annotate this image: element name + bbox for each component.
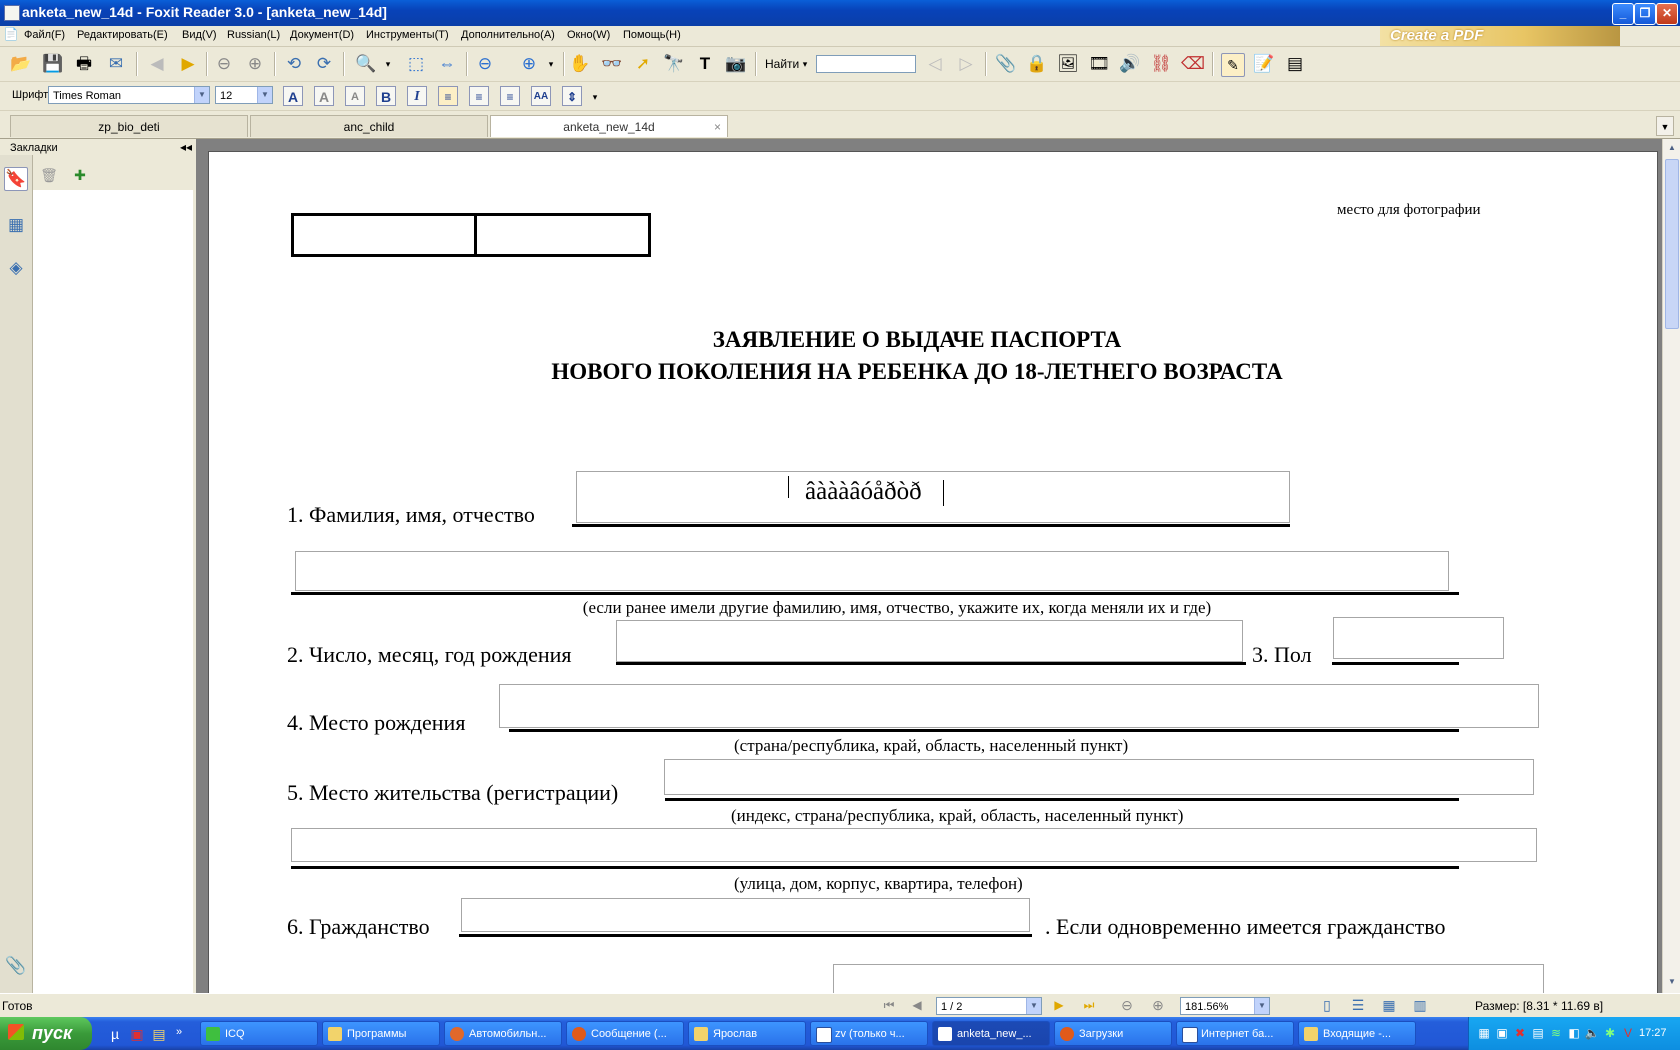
chevron-down-icon[interactable]: ▾ <box>548 59 554 69</box>
task-message[interactable]: Сообщение (... <box>566 1021 684 1046</box>
first-page-icon[interactable]: ⏮ <box>883 998 895 1012</box>
utorrent-icon[interactable]: µ <box>110 1026 120 1042</box>
mail-icon <box>1304 1027 1318 1041</box>
chrome-icon <box>450 1027 464 1041</box>
tab-anc-child[interactable]: anc_child <box>250 115 488 137</box>
window-title: anketa_new_14d - Foxit Reader 3.0 - [anketa_new_14d] <box>22 4 387 20</box>
folder-icon <box>328 1027 342 1041</box>
back-icon[interactable]: ⊖ <box>216 54 232 73</box>
rotate-right-icon[interactable]: ⟳ <box>316 54 332 73</box>
char-spacing-button[interactable]: AA <box>531 86 551 106</box>
close-button[interactable]: ✕ <box>1656 3 1678 25</box>
zoom-plus-icon[interactable]: ⊕ <box>521 54 537 73</box>
firefox-icon <box>572 1027 586 1041</box>
align-right-button[interactable]: ≡ <box>500 86 520 106</box>
find-next-icon[interactable]: ▷ <box>959 54 973 73</box>
fit-width-icon[interactable]: ⇔ <box>438 54 456 73</box>
full-name-value: âàààâóåðòð <box>805 478 922 505</box>
glasses-icon[interactable]: 👓 <box>601 54 623 73</box>
binoculars-icon[interactable]: 🔭 <box>663 54 685 73</box>
full-name-input[interactable] <box>576 471 1290 523</box>
separator <box>343 52 345 76</box>
field5b-hint: (улица, дом, корпус, квартира, телефон) <box>734 874 1023 893</box>
task-inbox[interactable]: Входящие -... <box>1298 1021 1416 1046</box>
scroll-down-icon[interactable]: ▼ <box>1668 977 1676 986</box>
hand-tool-icon[interactable]: ✋ <box>569 54 591 73</box>
nav-back-icon[interactable]: ⊖ <box>1121 997 1133 1013</box>
text-cursor <box>943 480 944 506</box>
align-left-button[interactable]: ≡ <box>438 86 458 106</box>
note-icon[interactable]: 📝 <box>1253 54 1275 73</box>
separator <box>136 52 138 76</box>
icq-flower-icon <box>206 1027 220 1041</box>
quick-launch <box>104 1023 192 1045</box>
font-family-select[interactable]: Times Roman ▼ <box>48 86 210 104</box>
field4-label: 4. Место рождения <box>287 710 466 735</box>
bold-button[interactable]: B <box>376 86 396 106</box>
field2-underline <box>616 662 1246 665</box>
line-spacing-button[interactable]: ⇕ <box>562 86 582 106</box>
font-size-select[interactable]: 12 ▼ <box>215 86 273 104</box>
bookmarks-button[interactable] <box>4 167 28 191</box>
minimize-button[interactable]: _ <box>1612 3 1634 25</box>
tab-list-dropdown[interactable]: ▼ <box>1656 116 1674 136</box>
tab-zp-bio-deti[interactable]: zp_bio_deti <box>10 115 248 137</box>
menu-view[interactable]: Вид(V) <box>182 29 217 41</box>
field2-label: 2. Число, месяц, год рождения <box>287 642 572 667</box>
chevron-down-icon: ▼ <box>257 87 272 103</box>
separator <box>466 52 468 76</box>
text-shadow-button[interactable]: A <box>345 86 365 106</box>
format-toolbar <box>0 82 1680 111</box>
single-page-icon[interactable]: ▯ <box>1323 997 1331 1013</box>
second-citizenship-input[interactable] <box>833 964 1544 994</box>
link-icon[interactable]: ⛓ <box>1150 54 1172 73</box>
text-cursor <box>788 476 789 498</box>
kaspersky-icon[interactable]: V <box>1623 1026 1632 1040</box>
align-center-button[interactable]: ≡ <box>469 86 489 106</box>
field1-underline <box>572 524 1290 527</box>
add-bookmark-icon[interactable]: ✚ <box>74 167 86 183</box>
attachments-icon[interactable]: 📎 <box>5 956 27 975</box>
field6-underline <box>459 934 1032 937</box>
page-number-input[interactable]: 1 / 2 ▼ <box>936 997 1042 1015</box>
task-auto[interactable]: Автомобильн... <box>444 1021 562 1046</box>
rotate-left-icon[interactable]: ⟲ <box>286 54 302 73</box>
foxit-icon <box>938 1027 952 1041</box>
menu-extra[interactable]: Дополнительно(A) <box>461 29 555 41</box>
menu-document[interactable]: Документ(D) <box>290 29 355 41</box>
separator <box>755 52 757 76</box>
wifi-icon[interactable]: ≋ <box>1550 1026 1562 1040</box>
vertical-scrollbar[interactable] <box>1662 139 1680 993</box>
field5-label: 5. Место жительства (регистрации) <box>287 780 619 805</box>
document-menu-icon[interactable]: 📄 <box>3 27 19 41</box>
bookmarks-toolbar <box>33 160 193 190</box>
nav-forward-icon[interactable]: ⊕ <box>1152 997 1164 1013</box>
field1b-underline <box>291 592 1459 595</box>
form-title-line1: ЗАЯВЛЕНИЕ О ВЫДАЧЕ ПАСПОРТА <box>712 327 1122 352</box>
field1-hint: (если ранее имели другие фамилию, имя, отчество, укажите их, когда меняли их и где) <box>582 598 1212 617</box>
expand-quicklaunch-icon[interactable]: » <box>175 1026 183 1038</box>
separator <box>206 52 208 76</box>
find-previous-icon[interactable]: ◁ <box>928 54 942 73</box>
eraser-icon[interactable]: ⌫ <box>1181 54 1206 73</box>
field5b-underline <box>291 866 1459 869</box>
task-programs[interactable]: Программы <box>322 1021 440 1046</box>
fit-page-icon[interactable]: ⬚ <box>407 54 425 73</box>
previous-names-input[interactable] <box>295 551 1449 591</box>
zoom-out-icon[interactable]: ⊖ <box>477 54 493 73</box>
attachment-icon[interactable]: 📎 <box>995 54 1017 73</box>
page-size-text: Размер: [8.31 * 11.69 в] <box>1475 999 1604 1013</box>
next-page-icon[interactable]: ▶ <box>1054 998 1064 1012</box>
network-icon[interactable]: ▦ <box>1478 1026 1490 1040</box>
task-downloads[interactable]: Загрузки <box>1054 1021 1172 1046</box>
chevron-down-icon: ▼ <box>1026 998 1041 1014</box>
residence-input[interactable] <box>664 759 1534 795</box>
next-icon[interactable]: ▶ <box>181 54 195 73</box>
typewriter-icon: ✎ <box>1227 57 1239 73</box>
chevron-down-icon: ▼ <box>1254 998 1269 1014</box>
task-internet-bank[interactable]: Интернет ба... <box>1176 1021 1294 1046</box>
windows-logo-icon <box>8 1024 24 1040</box>
field3-label: 3. Пол <box>1252 642 1312 667</box>
zoom-select[interactable]: 181.56% ▼ <box>1180 997 1270 1015</box>
menu-window[interactable]: Окно(W) <box>567 29 611 41</box>
snapshot-icon[interactable]: 📷 <box>725 54 747 73</box>
separator <box>1212 52 1214 76</box>
save-icon[interactable]: 💾 <box>42 54 64 73</box>
sidebar-icon-strip <box>0 155 33 993</box>
chevron-down-icon[interactable]: ▾ <box>592 92 598 102</box>
scroll-up-icon[interactable]: ▲ <box>1668 143 1676 152</box>
prev-page-icon[interactable]: ◀ <box>912 998 922 1012</box>
folder-icon <box>694 1027 708 1041</box>
image-icon[interactable]: 🖼 <box>1057 54 1079 73</box>
gender-input[interactable] <box>1333 617 1504 659</box>
create-pdf-banner[interactable]: Create a PDF <box>1380 26 1620 46</box>
menu-file[interactable]: Файл(F) <box>24 29 66 41</box>
status-bar <box>0 993 1680 1018</box>
pages-icon[interactable]: ▦ <box>7 215 25 234</box>
task-icq[interactable]: ICQ <box>200 1021 318 1046</box>
typewriter-button[interactable] <box>1221 53 1245 77</box>
previous-icon[interactable]: ◀ <box>150 54 164 73</box>
window-icon <box>1182 1027 1198 1043</box>
foxit-app-icon <box>4 5 20 21</box>
folder-quick-icon[interactable]: ▤ <box>152 1026 166 1042</box>
separator <box>563 52 565 76</box>
menu-help[interactable]: Помощь(H) <box>623 29 681 41</box>
field5-hint: (индекс, страна/республика, край, область, населенный пункт) <box>731 806 1184 825</box>
start-label: пуск <box>32 1023 73 1043</box>
main-toolbar <box>0 47 1680 82</box>
text-color-button[interactable]: A <box>283 86 303 106</box>
restore-button[interactable]: ❐ <box>1634 3 1656 25</box>
firefox-icon <box>1060 1027 1074 1041</box>
separator <box>985 52 987 76</box>
document-tabs <box>0 112 1680 139</box>
separator <box>274 52 276 76</box>
print-icon[interactable]: 🖶 <box>75 54 93 73</box>
birth-date-input[interactable] <box>616 620 1243 662</box>
field6-label: 6. Гражданство <box>287 914 430 939</box>
menu-edit[interactable]: Редактировать(E) <box>77 29 168 41</box>
email-icon[interactable]: ✉ <box>108 54 124 73</box>
taskbar <box>0 1017 1680 1050</box>
chevron-down-icon: ▼ <box>194 87 209 103</box>
word-icon <box>816 1027 832 1043</box>
bookmarks-panel <box>33 160 193 993</box>
find-input[interactable] <box>816 55 916 73</box>
text-select-icon[interactable]: T <box>699 54 711 73</box>
chevron-down-icon[interactable]: ▾ <box>802 59 808 69</box>
tab-anketa-new-14d[interactable]: anketa_new_14d × <box>490 115 728 137</box>
media-icon[interactable]: ▣ <box>130 1026 144 1042</box>
lock-icon[interactable]: 🔒 <box>1026 54 1048 73</box>
field3-underline <box>1332 662 1459 665</box>
title-bar <box>0 0 1680 26</box>
menu-language[interactable]: Russian(L) <box>227 29 281 41</box>
facing-icon[interactable]: ▦ <box>1382 997 1396 1013</box>
tray-icon[interactable]: ▣ <box>1496 1026 1508 1040</box>
citizenship-input[interactable] <box>461 898 1030 932</box>
birth-place-input[interactable] <box>499 684 1539 728</box>
chevron-down-icon[interactable]: ▾ <box>385 59 391 69</box>
find-label: Найти <box>765 57 800 71</box>
start-button[interactable] <box>0 1017 92 1050</box>
zoom-in-icon[interactable]: 🔍 <box>355 54 377 73</box>
tray-icon[interactable]: ▤ <box>1532 1026 1544 1040</box>
sidebar-title: Закладки <box>10 142 58 154</box>
form-icon[interactable]: ▤ <box>1286 54 1304 73</box>
select-arrow-icon[interactable]: ➚ <box>635 54 651 73</box>
box-divider <box>474 216 477 254</box>
photo-placeholder-label: место для фотографии <box>1337 202 1481 218</box>
status-text: Готов <box>2 999 33 1013</box>
italic-button[interactable]: I <box>407 86 427 106</box>
tray-icon[interactable]: ◧ <box>1568 1026 1580 1040</box>
field4-hint: (страна/республика, край, область, населенный пункт) <box>734 736 1129 755</box>
close-tab-icon[interactable]: × <box>713 120 721 134</box>
field5-underline <box>665 798 1459 801</box>
forward-icon[interactable]: ⊕ <box>247 54 263 73</box>
clock: 17:27 <box>1639 1027 1667 1039</box>
volume-icon[interactable]: 🔈 <box>1584 1026 1600 1040</box>
layers-icon[interactable]: ◈ <box>9 258 23 277</box>
pdf-page <box>208 151 1658 995</box>
task-anketa[interactable]: anketa_new_... <box>932 1021 1050 1046</box>
continuous-icon[interactable]: ☰ <box>1351 997 1365 1013</box>
field4-underline <box>509 729 1459 732</box>
task-yaroslav[interactable]: Ярослав <box>688 1021 806 1046</box>
field6-suffix: . Если одновременно имеется гражданство <box>1045 914 1446 939</box>
film-icon[interactable]: 🎞 <box>1088 54 1110 73</box>
sound-icon[interactable]: 🔊 <box>1119 54 1141 73</box>
system-tray <box>1468 1017 1680 1050</box>
code-boxes <box>291 213 651 257</box>
text-outline-button[interactable]: A <box>314 86 334 106</box>
open-icon[interactable]: 📂 <box>10 54 32 73</box>
bookmark-icon: 🔖 <box>5 169 27 188</box>
antivirus-icon[interactable]: ✖ <box>1514 1026 1526 1040</box>
utorrent-tray-icon[interactable]: ✱ <box>1604 1026 1616 1040</box>
task-zv[interactable]: zv (только ч... <box>810 1021 928 1046</box>
form-title-line2: НОВОГО ПОКОЛЕНИЯ НА РЕБЕНКА ДО 18-ЛЕТНЕГО ВОЗРАСТА <box>551 359 1283 384</box>
scroll-thumb[interactable] <box>1665 159 1679 329</box>
menu-tools[interactable]: Инструменты(T) <box>366 29 449 41</box>
field1-label: 1. Фамилия, имя, отчество <box>287 502 535 527</box>
collapse-sidebar-icon[interactable]: ◂◂ <box>180 140 193 154</box>
delete-bookmark-icon[interactable]: 🗑 <box>40 167 58 183</box>
street-input[interactable] <box>291 828 1537 862</box>
font-label: Шрифт <box>12 89 49 101</box>
last-page-icon[interactable]: ⏭ <box>1083 998 1095 1012</box>
continuous-facing-icon[interactable]: ▥ <box>1413 997 1427 1013</box>
